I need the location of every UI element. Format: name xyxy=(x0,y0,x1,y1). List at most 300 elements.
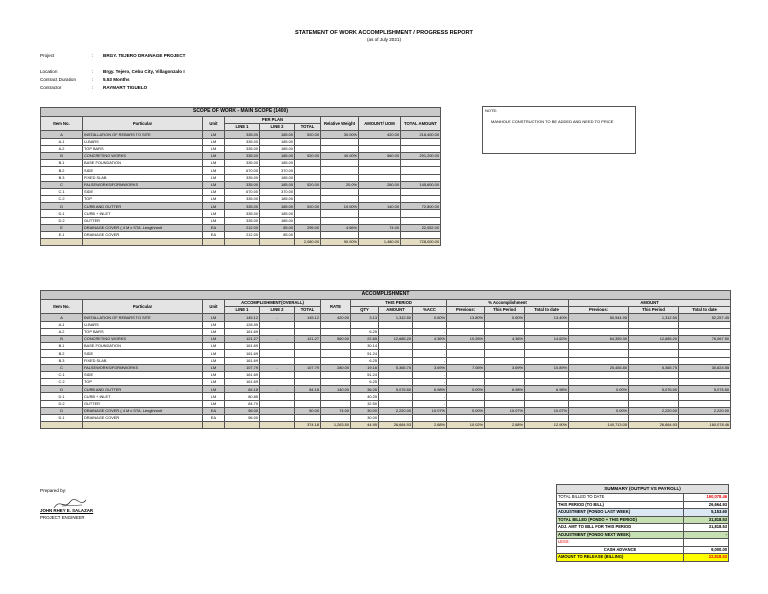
cell-total-to-date-amt: 30,824.55 xyxy=(679,364,731,371)
cell-rate: 560.00 xyxy=(321,335,351,342)
cell-line-2 xyxy=(260,379,295,386)
cell-total-to-date-pct: 10.89% xyxy=(525,364,569,371)
cell-unit: LM xyxy=(203,393,225,400)
cell-particular: TOP xyxy=(83,379,203,386)
cell-unit: LM xyxy=(203,371,225,378)
cell-total-amount xyxy=(401,145,441,152)
cell-line-1: 335.00 xyxy=(225,138,260,145)
cell-total-to-date-amt: 2,220.00 xyxy=(679,407,731,414)
cell-weight xyxy=(321,145,359,152)
cell-this-period-amt xyxy=(629,343,679,350)
cell-qty: 51.24 xyxy=(351,350,379,357)
cell-particular: CONCRETING WORKS xyxy=(83,335,203,342)
cell-unit: LM xyxy=(203,379,225,386)
cell-acc: - xyxy=(413,379,447,386)
cell-acc: - xyxy=(413,350,447,357)
table-row xyxy=(41,196,441,203)
cell-weight xyxy=(321,196,359,203)
summary-label: ADJUSTMENT (PONDO LAST WEEK) xyxy=(557,509,684,517)
cell-line-1: 212.00 xyxy=(225,232,260,239)
cell-acc: 0.60% xyxy=(413,314,447,321)
cell-particular: BASE FOUNDATION xyxy=(83,343,203,350)
col-total-amount: TOTAL AMOUNT xyxy=(401,117,441,131)
info-label: Contractor xyxy=(40,85,62,90)
cell-total-to-date-amt xyxy=(679,400,731,407)
cell-acc: - xyxy=(413,328,447,335)
table-row xyxy=(41,160,441,167)
summary-value: 22,818.53 xyxy=(684,554,729,562)
cell-total xyxy=(295,400,321,407)
cell-unit: LM xyxy=(203,203,225,210)
cell-item-no: A xyxy=(41,131,83,138)
cell-acc: - xyxy=(413,400,447,407)
table-row xyxy=(41,328,731,335)
cell-weight: 10.00% xyxy=(321,203,359,210)
col-this-period-amt: This Period xyxy=(629,307,679,314)
cell-line-2: 185.00 xyxy=(260,174,295,181)
cell-amount xyxy=(379,379,413,386)
cell-rate xyxy=(321,357,351,364)
cell-particular: FALSEWORKS/FORMWORKS xyxy=(83,364,203,371)
cell-item-no: C xyxy=(41,364,83,371)
info-label: Project xyxy=(40,53,55,58)
cell-total xyxy=(295,350,321,357)
col-per-plan: PER PLAN xyxy=(225,117,321,124)
cell-item-no: A xyxy=(41,314,83,321)
cell-total-to-date-amt xyxy=(679,371,731,378)
cell-weight: 4.66% xyxy=(321,224,359,231)
cell-particular: FIXED SLAB xyxy=(83,174,203,181)
cell-particular: DRAINAGE COVER xyxy=(83,232,203,239)
cell-amount-uom: 420.00 xyxy=(359,131,401,138)
cell-qty: 30.00 xyxy=(351,407,379,414)
scope-table xyxy=(40,107,441,246)
cell-total-to-date-amt xyxy=(679,343,731,350)
cell-acc xyxy=(413,415,447,422)
cell-line-2 xyxy=(260,407,295,414)
col-amount: AMOUNT xyxy=(569,300,731,307)
cell-total-to-date-pct xyxy=(525,321,569,328)
table-row xyxy=(41,321,731,328)
cell-weight xyxy=(321,188,359,195)
cell-previous-pct xyxy=(447,379,485,386)
cell-total xyxy=(295,188,321,195)
cell-item-no: D.2 xyxy=(41,400,83,407)
cell-amount-uom xyxy=(359,138,401,145)
cell-item-no: A.1 xyxy=(41,138,83,145)
cell-this-period-pct: 3.69% xyxy=(485,364,525,371)
col-unit: Unit xyxy=(203,300,225,314)
cell-item-no: B xyxy=(41,335,83,342)
prepared-role: PROJECT ENGINEER xyxy=(40,515,85,520)
cell-total-to-date-amt: 160,078.46 xyxy=(679,422,731,429)
cell-unit: LM xyxy=(203,357,225,364)
cell-previous-amt xyxy=(569,371,629,378)
prepared-by-label: Prepared by: xyxy=(40,488,67,493)
info-label: Contract Duration xyxy=(40,77,77,82)
cell-weight xyxy=(321,174,359,181)
cell-total-amount xyxy=(401,188,441,195)
cell-line-1: 161.69 xyxy=(225,379,260,386)
table-row xyxy=(41,393,731,400)
cell-amount xyxy=(379,400,413,407)
cell-amount-uom xyxy=(359,217,401,224)
col-line-2: LINE 2 xyxy=(260,124,295,131)
cell-amount: 12,685.20 xyxy=(379,335,413,342)
cell-qty: 6.25 xyxy=(351,328,379,335)
cell-amount: 2,220.00 xyxy=(379,407,413,414)
cell-item-no: B.3 xyxy=(41,357,83,364)
summary-label: TOTAL BILLED TO DATE xyxy=(557,494,684,502)
summary-value: 160,078.46 xyxy=(684,494,729,502)
cell-particular: TOP BARS xyxy=(83,328,203,335)
cell-qty: 6.25 xyxy=(351,379,379,386)
cell-particular: INSTALLATION OF REBARS TO SITE xyxy=(83,131,203,138)
cell-unit: LM xyxy=(203,131,225,138)
col-relative-weight: Relative Weight xyxy=(321,117,359,131)
cell-line-2: 185.00 xyxy=(260,138,295,145)
cell-line-1 xyxy=(225,422,260,429)
cell-unit: LM xyxy=(203,210,225,217)
cell-unit: LM xyxy=(203,400,225,407)
cell-previous-amt: 0.00% xyxy=(569,386,629,393)
cell-line-2: 370.00 xyxy=(260,188,295,195)
cell-line-1: 56.00 xyxy=(225,407,260,414)
cell-total xyxy=(295,217,321,224)
cell-line-2: 85.00 xyxy=(260,232,295,239)
info-value: BRGY. TEJERO DRAINAGE PROJECT xyxy=(103,53,186,58)
cell-line-2: 185.00 xyxy=(260,196,295,203)
col-this-period-pct: This Period xyxy=(485,307,525,314)
cell-particular: SIDE xyxy=(83,188,203,195)
cell-this-period-pct: 6.98% xyxy=(485,386,525,393)
cell-previous-pct xyxy=(447,371,485,378)
cell-total: 121.27 xyxy=(295,335,321,342)
col-total: TOTAL xyxy=(295,307,321,314)
cell-total-amount: 22,052.00 xyxy=(401,224,441,231)
table-row xyxy=(41,343,731,350)
cell-line-1: 84.70 xyxy=(225,400,260,407)
table-row xyxy=(41,364,731,371)
cell-total-to-date-amt: 76,067.50 xyxy=(679,335,731,342)
cell-line-1: 80.85 xyxy=(225,393,260,400)
cell-previous-amt xyxy=(569,328,629,335)
cell-total xyxy=(295,210,321,217)
cell-line-1: 335.00 xyxy=(225,217,260,224)
summary-label: AMOUNT TO RELEASE (BILLING) xyxy=(557,554,684,562)
cell-amount: 1,312.50 xyxy=(379,314,413,321)
cell-weight xyxy=(321,138,359,145)
cell-particular: DRAINAGE COVER ( 4 M x STA. Length/unit xyxy=(83,224,203,231)
cell-previous-amt xyxy=(569,379,629,386)
cell-line-1: 335.00 xyxy=(225,181,260,188)
cell-line-2 xyxy=(260,415,295,422)
cell-previous-pct xyxy=(447,415,485,422)
cell-rate xyxy=(321,343,351,350)
cell-unit: LM xyxy=(203,188,225,195)
summary-label: ADJUSTMENT (PONDO NEXT WEEK) xyxy=(557,531,684,539)
col-previous: Previous: xyxy=(447,307,485,314)
cell-weight xyxy=(321,160,359,167)
cell-rate: 140.00 xyxy=(321,386,351,393)
cell-amount-uom: 1,480.00 xyxy=(359,239,401,246)
cell-this-period-pct xyxy=(485,393,525,400)
cell-qty: 22.65 xyxy=(351,335,379,342)
cell-total-to-date-pct xyxy=(525,328,569,335)
cell-item-no xyxy=(41,422,83,429)
cell-previous-amt xyxy=(569,400,629,407)
cell-particular: U-BARS xyxy=(83,138,203,145)
cell-amount-uom: 140.00 xyxy=(359,203,401,210)
info-value: Brgy. Tejero, Cebu City, Villagonzalo I xyxy=(103,69,185,74)
cell-acc: - xyxy=(413,393,447,400)
cell-total-amount xyxy=(401,196,441,203)
cell-this-period-pct: 0.60% xyxy=(485,314,525,321)
cell-unit: EA xyxy=(203,232,225,239)
summary-row xyxy=(557,509,729,517)
cell-previous-pct: 0.00% xyxy=(447,386,485,393)
prepared-name: JOHN RHEY E. SALAZAR xyxy=(40,508,94,513)
cell-total xyxy=(295,174,321,181)
cell-total xyxy=(295,321,321,328)
cell-qty: 40.25 xyxy=(351,393,379,400)
table-row xyxy=(41,371,731,378)
cell-this-period-amt: 1,312.50 xyxy=(629,314,679,321)
cell-weight: 40.00% xyxy=(321,152,359,159)
cell-total-to-date-amt xyxy=(679,328,731,335)
cell-amount-uom: 560.00 xyxy=(359,152,401,159)
col-total-to-date: Total to date xyxy=(525,307,569,314)
cell-amount: 5,365.75 xyxy=(379,364,413,371)
col-previous-amt: Previous: xyxy=(569,307,629,314)
cell-previous-pct xyxy=(447,400,485,407)
cell-total: 84.18 xyxy=(295,386,321,393)
cell-total: 520.00 xyxy=(295,152,321,159)
summary-label: TOTAL BILLED (PONDO + THIS PERIOD) xyxy=(557,516,684,524)
summary-row xyxy=(557,539,729,547)
cell-amount xyxy=(379,415,413,422)
summary-table xyxy=(556,484,729,562)
cell-total xyxy=(295,232,321,239)
info-label: Location xyxy=(40,69,58,74)
cell-unit: LM xyxy=(203,181,225,188)
summary-row xyxy=(557,531,729,539)
cell-line-2: - xyxy=(260,314,295,321)
cell-total xyxy=(295,167,321,174)
cell-amount-uom xyxy=(359,145,401,152)
cell-qty: 19.16 xyxy=(351,364,379,371)
cell-previous-amt xyxy=(569,357,629,364)
cell-amount-uom xyxy=(359,232,401,239)
cell-line-1: 670.00 xyxy=(225,167,260,174)
cell-total-amount: 728,000.00 xyxy=(401,239,441,246)
accomplishment-table xyxy=(40,290,731,429)
cell-this-period-amt xyxy=(629,357,679,364)
cell-previous-amt xyxy=(569,415,629,422)
col-line-1: LINE 1 xyxy=(225,124,260,131)
cell-total: 520.00 xyxy=(295,203,321,210)
cell-this-period-amt xyxy=(629,328,679,335)
table-row xyxy=(41,335,731,342)
cell-unit: EA xyxy=(203,224,225,231)
cell-line-2 xyxy=(260,343,295,350)
table-row xyxy=(41,232,441,239)
summary-row xyxy=(557,546,729,554)
cell-unit: LM xyxy=(203,160,225,167)
cell-particular: SIDE xyxy=(83,350,203,357)
cell-weight xyxy=(321,210,359,217)
cell-item-no: B.3 xyxy=(41,174,83,181)
cell-previous-pct: 7.06% xyxy=(447,364,485,371)
col-amt: AMOUNT xyxy=(379,307,413,314)
cell-previous-pct xyxy=(447,350,485,357)
table-row xyxy=(41,415,731,422)
cell-line-1 xyxy=(225,239,260,246)
cell-item-no: A.1 xyxy=(41,321,83,328)
cell-total xyxy=(295,138,321,145)
cell-this-period-pct xyxy=(485,350,525,357)
cell-amount-uom xyxy=(359,167,401,174)
table-row xyxy=(41,386,731,393)
cell-weight: 30.00% xyxy=(321,131,359,138)
cell-this-period-amt xyxy=(629,393,679,400)
cell-line-2: 185.00 xyxy=(260,217,295,224)
cell-unit xyxy=(203,239,225,246)
cell-amount xyxy=(379,393,413,400)
cell-line-1: 161.69 xyxy=(225,343,260,350)
col-rate: RATE xyxy=(321,300,351,314)
totals-row xyxy=(41,422,731,429)
cell-total xyxy=(295,196,321,203)
cell-line-1: 335.00 xyxy=(225,203,260,210)
cell-line-1: 212.00 xyxy=(225,224,260,231)
cell-qty: 51.24 xyxy=(351,371,379,378)
cell-qty: 6.25 xyxy=(351,357,379,364)
cell-unit: LM xyxy=(203,343,225,350)
cell-this-period-pct xyxy=(485,357,525,364)
cell-weight xyxy=(321,217,359,224)
col-qty: QTY xyxy=(351,307,379,314)
cell-particular: U-BARS xyxy=(83,321,203,328)
cell-unit: LM xyxy=(203,328,225,335)
cell-qty: 44.95 xyxy=(351,422,379,429)
cell-previous-pct xyxy=(447,328,485,335)
col-acc: %ACC xyxy=(413,307,447,314)
cell-this-period-pct xyxy=(485,321,525,328)
summary-row xyxy=(557,494,729,502)
cell-line-2: 185.00 xyxy=(260,145,295,152)
cell-item-no: C.2 xyxy=(41,196,83,203)
table-row xyxy=(41,145,441,152)
cell-line-1: 121.27 xyxy=(225,335,260,342)
cell-amount: 5,076.50 xyxy=(379,386,413,393)
summary-row xyxy=(557,554,729,562)
cell-total-amount: 218,400.00 xyxy=(401,131,441,138)
cell-total: 520.00 xyxy=(295,181,321,188)
cell-item-no: D xyxy=(41,386,83,393)
cell-total: 2,080.00 xyxy=(295,239,321,246)
cell-total-amount xyxy=(401,167,441,174)
cell-this-period-pct xyxy=(485,379,525,386)
col-total-to-date-amt: Total to date xyxy=(679,307,731,314)
cell-qty: 32.50 xyxy=(351,400,379,407)
cell-particular: DRAINAGE COVER xyxy=(83,415,203,422)
cell-item-no: C.1 xyxy=(41,371,83,378)
cell-previous-amt: 140,713.05 xyxy=(569,422,629,429)
cell-line-1: 161.69 xyxy=(225,357,260,364)
cell-rate: 1,263.50 xyxy=(321,422,351,429)
cell-total-amount: 72,800.00 xyxy=(401,203,441,210)
cell-unit: LM xyxy=(203,386,225,393)
cell-particular: INSTALLATION OF REBARS TO SITE xyxy=(83,314,203,321)
cell-previous-pct xyxy=(447,343,485,350)
cell-line-2: 185.00 xyxy=(260,203,295,210)
cell-item-no: B.2 xyxy=(41,167,83,174)
cell-line-2: - xyxy=(260,335,295,342)
cell-unit: LM xyxy=(203,350,225,357)
table-row xyxy=(41,210,441,217)
cell-total-to-date-pct xyxy=(525,350,569,357)
col-accomp-overall: ACCOMPLISHMENT(OVERALL) xyxy=(225,300,321,307)
cell-total-to-date-pct xyxy=(525,371,569,378)
cell-total xyxy=(295,379,321,386)
cell-amount-uom xyxy=(359,174,401,181)
cell-total: 374.18 xyxy=(295,422,321,429)
cell-rate xyxy=(321,321,351,328)
cell-total-to-date-amt xyxy=(679,350,731,357)
cell-amount xyxy=(379,328,413,335)
cell-line-1: 145.12 xyxy=(225,314,260,321)
cell-previous-amt: 64,359.30 xyxy=(569,335,629,342)
cell-previous-pct: 0.00% xyxy=(447,407,485,414)
cell-unit: LM xyxy=(203,321,225,328)
cell-line-2 xyxy=(260,357,295,364)
cell-total: 145.12 xyxy=(295,314,321,321)
cell-unit: LM xyxy=(203,196,225,203)
table-row xyxy=(41,224,441,231)
cell-total: 50.00 xyxy=(295,407,321,414)
table-row xyxy=(41,400,731,407)
cell-this-period-amt xyxy=(629,379,679,386)
cell-qty: 36.26 xyxy=(351,386,379,393)
table-row xyxy=(41,217,441,224)
cell-total-to-date-pct: 14.62% xyxy=(525,335,569,342)
table-row xyxy=(41,152,441,159)
cell-this-period-amt: 2,220.00 xyxy=(629,407,679,414)
cell-line-2 xyxy=(260,371,295,378)
cell-unit: LM xyxy=(203,364,225,371)
cell-rate xyxy=(321,415,351,422)
cell-total-to-date-amt xyxy=(679,393,731,400)
cell-previous-amt xyxy=(569,393,629,400)
cell-line-1: 335.00 xyxy=(225,174,260,181)
cell-line-2: 85.00 xyxy=(260,224,295,231)
cell-this-period-pct xyxy=(485,328,525,335)
cell-amount xyxy=(379,350,413,357)
cell-line-1: 161.69 xyxy=(225,371,260,378)
cell-amount xyxy=(379,371,413,378)
cell-line-1: 335.00 xyxy=(225,196,260,203)
table-row xyxy=(41,314,731,321)
col-item-no: Item No. xyxy=(41,300,83,314)
cell-total-to-date-pct xyxy=(525,357,569,364)
cell-this-period-amt xyxy=(629,321,679,328)
cell-line-2 xyxy=(260,350,295,357)
cell-line-1: 161.69 xyxy=(225,328,260,335)
cell-rate xyxy=(321,371,351,378)
cell-line-1: 56.00 xyxy=(225,415,260,422)
cell-item-no: D xyxy=(41,407,83,414)
